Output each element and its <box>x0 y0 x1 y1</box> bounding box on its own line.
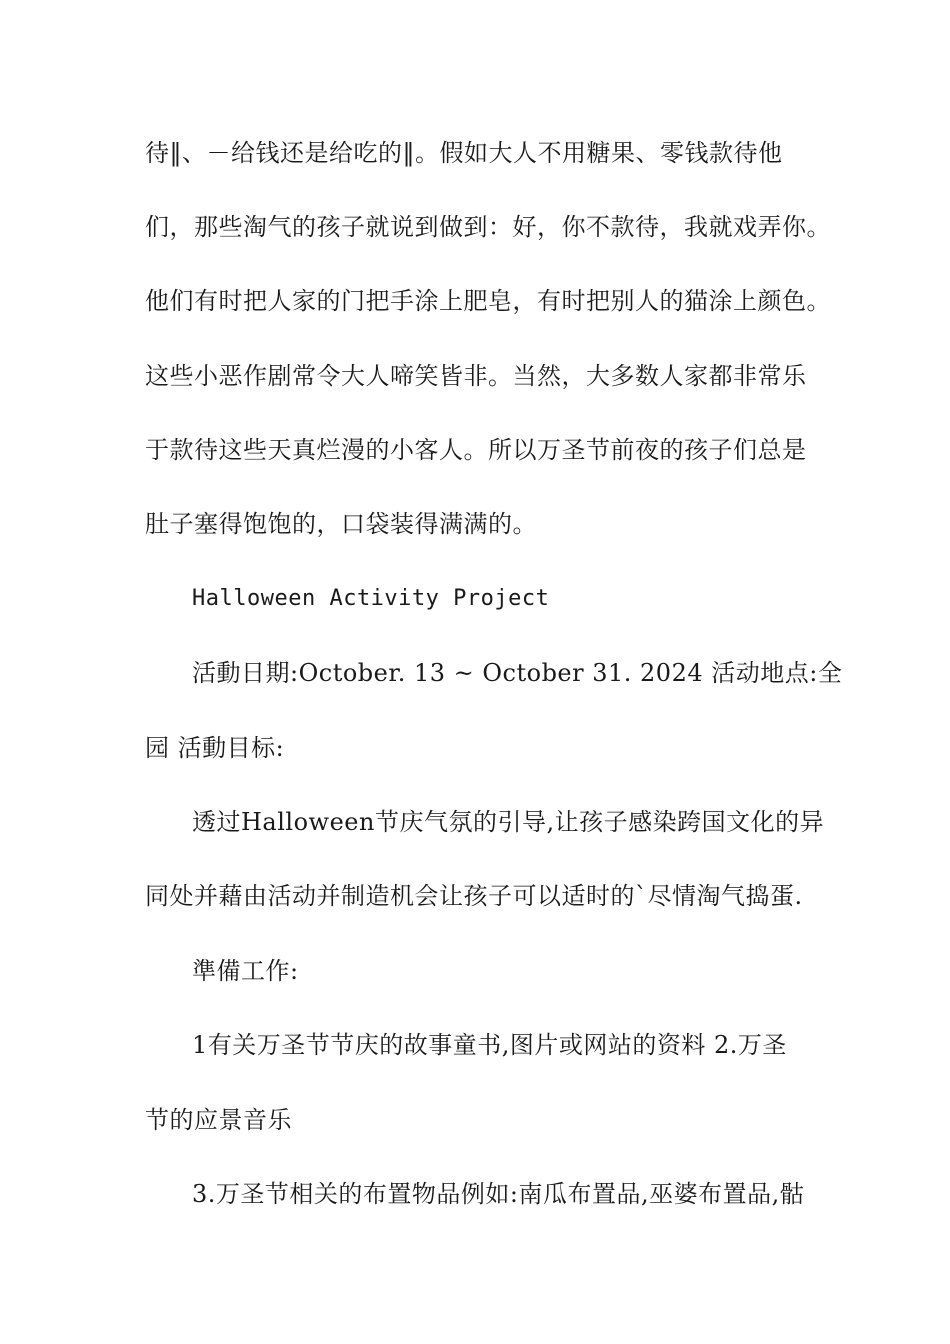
goal-text-line-1: 透过Halloween节庆气氛的引导,让孩子感染跨国文化的异 <box>192 808 825 836</box>
preparation-item-2: 节的应景音乐 <box>145 1106 292 1134</box>
preparation-heading: 準備工作: <box>192 957 299 985</box>
preparation-item-1: 1有关万圣节节庆的故事童书,图片或网站的资料 2.万圣 <box>192 1031 787 1059</box>
text-line-2: 们，那些淘气的孩子就说到做到：好，你不款待，我就戏弄你。 <box>145 213 831 241</box>
text-line-3: 他们有时把人家的门把手涂上肥皂，有时把别人的猫涂上颜色。 <box>145 287 831 315</box>
text-line-4: 这些小恶作剧常令大人啼笑皆非。当然，大多数人家都非常乐 <box>145 362 807 390</box>
activity-goal-label: 园 活動目标: <box>145 734 285 762</box>
text-line-5: 于款待这些天真烂漫的小客人。所以万圣节前夜的孩子们总是 <box>145 436 807 464</box>
text-line-6: 肚子塞得饱饱的，口袋装得满满的。 <box>145 510 537 538</box>
preparation-item-3: 3.万圣节相关的布置物品例如:南瓜布置品,巫婆布置品,骷 <box>192 1180 805 1208</box>
section-heading-english: Halloween Activity Project <box>192 586 550 611</box>
activity-date-line: 活動日期:October. 13 ~ October 31. 2024 活动地点:全 <box>192 659 843 687</box>
goal-text-line-2: 同处并藉由活动并制造机会让孩子可以适时的`尽情淘气捣蛋. <box>145 882 803 910</box>
text-line-1: 待‖、－给钱还是给吃的‖。假如大人不用糖果、零钱款待他 <box>145 139 783 167</box>
